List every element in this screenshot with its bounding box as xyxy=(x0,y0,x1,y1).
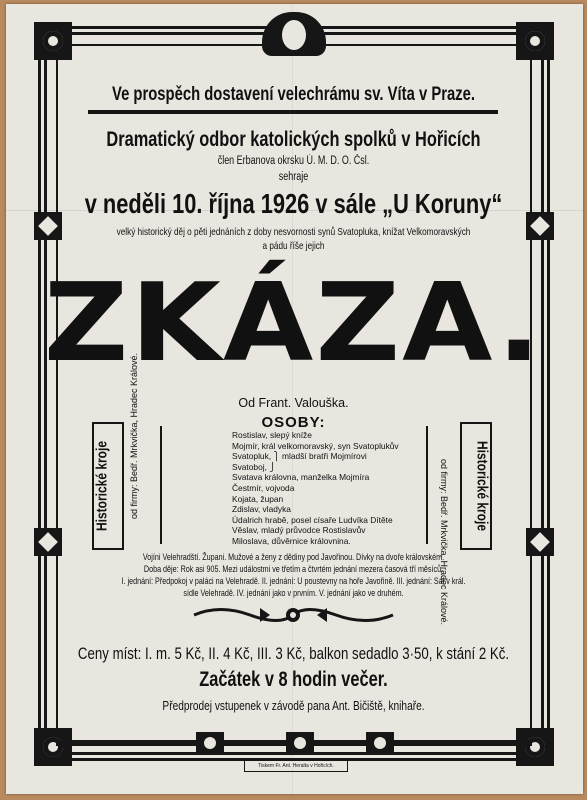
costumes-right-title: Historické kroje xyxy=(473,440,491,532)
notes-line-4: sídle Velehradě. IV. jednání jako v prvním. V. jednání jako ve druhém. xyxy=(183,588,404,598)
notes-line-3: I. jednání: Předpokoj v paláci na Velehradě. II. jednání: U poustevny na hoře Javořině. III. jednání: Sál v král. xyxy=(121,576,466,586)
dedication-text: Ve prospěch dostavení velechrámu sv. Víta v Praze. xyxy=(112,84,475,105)
cast-role: Mojmír, král velkomoravský, syn Svatoplukův xyxy=(232,440,399,451)
cast-role: Miloslava, důvěrnice královnina. xyxy=(232,535,351,546)
organizer-text: Dramatický odbor katolických spolků v Hořicích xyxy=(106,128,481,151)
cast-role: Svatava královna, manželka Mojmíra xyxy=(232,472,370,483)
notes-line-2: Doba děje: Rok asi 905. Mezi událostmi ve třetím a čtvrtém jednání mezera časová tří měsíců. xyxy=(143,564,444,574)
costumes-left-title: Historické kroje xyxy=(93,440,111,532)
costumes-left-sub xyxy=(129,459,139,519)
member-line: člen Erbanova okrsku Ú. M. D. O. Čsl. xyxy=(217,155,370,167)
costumes-ribbon-right xyxy=(460,422,492,550)
square-ornament-right-upper xyxy=(526,212,554,240)
cast-role: Věslav, mladý průvodce Rostislavův xyxy=(232,525,366,536)
cast-role: Rostislav, slepý kníže xyxy=(232,430,312,440)
square-ornament-left-lower xyxy=(34,528,62,556)
play-author: Od Frant. Valouška. xyxy=(238,396,349,410)
date-venue-text: v neděli 10. října 1926 v sále „U Koruny“ xyxy=(84,188,503,219)
description-line-1: velký historický děj o pěti jednáních z doby nesvornosti synů Svatopluka, knížat Velkomoravských xyxy=(116,226,471,238)
square-ornament-right-lower xyxy=(526,528,554,556)
costumes-ribbon-left xyxy=(92,422,124,550)
cast-heading: OSOBY: xyxy=(261,414,326,431)
play-title: ZKÁZA. xyxy=(43,261,544,386)
cast-role: Svatopluk, ⎫ mladší bratři Mojmírovi xyxy=(232,451,367,462)
cast-role: Čestmír, vojvoda xyxy=(232,482,295,493)
cast-role: Kojata, župan xyxy=(232,493,284,504)
cast-role: Zdislav, vladyka xyxy=(232,504,291,515)
performs-text: sehraje xyxy=(278,171,309,183)
costumes-right-sub xyxy=(439,459,449,519)
corner-ornament-top-left xyxy=(34,22,72,60)
description-line-2: a pádu říše jejich xyxy=(262,240,325,252)
start-time-text: Začátek v 8 hodin večer. xyxy=(199,668,388,691)
printer-imprint: Tiskem Fr. Ant. Heralta v Hořicích. xyxy=(244,760,348,772)
notes-line-1: Vojíni Velehradští. Župani. Mužové a ženy z dědiny pod Javořinou. Dívky na dvoře královském. xyxy=(142,552,445,562)
square-ornament-left-upper xyxy=(34,212,62,240)
bottom-ornament-band xyxy=(56,732,532,754)
ornamental-divider xyxy=(190,604,397,626)
cast-role: Svatoboj, ⎭ xyxy=(232,461,276,472)
cast-role: Údalrich hrabě, posel císaře Ludvíka Dítěte xyxy=(232,514,393,525)
corner-ornament-top-right xyxy=(516,22,554,60)
cast-list xyxy=(232,430,399,547)
presale-text: Předprodej vstupenek v závodě pana Ant. Bičiště, knihaře. xyxy=(162,698,425,713)
cast-left-bar xyxy=(160,426,162,544)
cast-right-bar xyxy=(426,426,428,544)
prices-text: Ceny míst: I. m. 5 Kč, II. 4 Kč, III. 3 Kč, balkon sedadlo 3·50, k stání 2 Kč. xyxy=(77,644,510,663)
rule-under-dedication xyxy=(88,110,498,114)
